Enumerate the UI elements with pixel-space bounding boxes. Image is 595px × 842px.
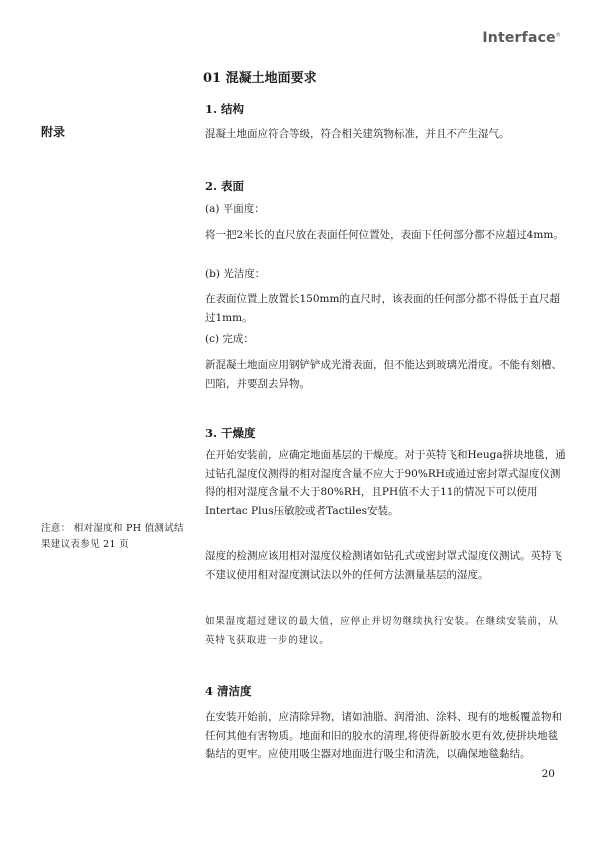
logo-registered-mark: ® — [555, 32, 561, 39]
paragraph-humidity-test: 湿度的检测应该用相对湿度仪检测诸如钻孔式或密封罩式湿度仪测试。英特飞不建议使用相对湿度测试法以外的任何方法测量基层的湿度。 — [205, 550, 562, 581]
paragraph-finish-label: (c) 完成： — [205, 333, 254, 345]
sidebar-note: 注意： 相对湿度和 PH 值测试结果建议表参见 21 页 — [41, 523, 184, 550]
paragraph-smoothness-label: (b) 光洁度： — [205, 268, 266, 280]
page-title: 01 混凝土地面要求 — [203, 71, 317, 86]
paragraph-smoothness: 在表面位置上放置长150mm的直尺时，该表面的任何部分都不得低于直尺超过1mm。 — [205, 293, 560, 324]
paragraph-finish: 新混凝土地面应用钢铲铲成光滑表面，但不能达到玻璃光滑度。不能有刻槽、凹陷，并要刮去异物。 — [205, 359, 562, 390]
logo-text: Interface — [482, 30, 556, 46]
paragraph-cleanliness: 在安装开始前，应清除异物，诸如油脂、润滑油、涂料、现有的地板覆盖物和任何其他有害物质。地面和旧的胶水的清理,将使得新胶水更有效,使拼块地毯黏结的更牢。应使用吸尘器对地面进行吸尘和清洗，以确保地毯黏结。 — [205, 711, 562, 760]
paragraph-flatness-label: (a) 平面度： — [205, 203, 265, 215]
sidebar-title: 附录 — [41, 125, 66, 139]
section-heading-dryness: 3. 干燥度 — [205, 426, 256, 440]
section-heading-cleanliness: 4 清洁度 — [205, 684, 252, 698]
section-heading-structure: 1. 结构 — [205, 102, 245, 116]
page-number: 20 — [541, 768, 555, 780]
paragraph-structure: 混凝土地面应符合等级，符合相关建筑物标准，并且不产生湿气。 — [205, 128, 510, 140]
paragraph-dryness: 在开始安装前，应确定地面基层的干燥度。对于英特飞和Heuga拼块地毯，通过钻孔湿度仪测得的相对湿度含量不应大于90%RH或通过密封罩式湿度仪测得的相对湿度含量不大于80%RH，且PH值不大于11的情况下可以使用Intertac Plus压敏胶或者Tactiles安装。 — [205, 449, 566, 517]
paragraph-flatness: 将一把2米长的直尺放在表面任何位置处，表面下任何部分都不应超过4mm。 — [205, 229, 564, 241]
section-heading-surface: 2. 表面 — [205, 179, 245, 193]
interface-logo — [482, 30, 561, 46]
paragraph-humidity-warning: 如果湿度超过建议的最大值，应停止并切勿继续执行安装。在继续安装前，从英特飞获取进一步的建议。 — [205, 616, 559, 646]
